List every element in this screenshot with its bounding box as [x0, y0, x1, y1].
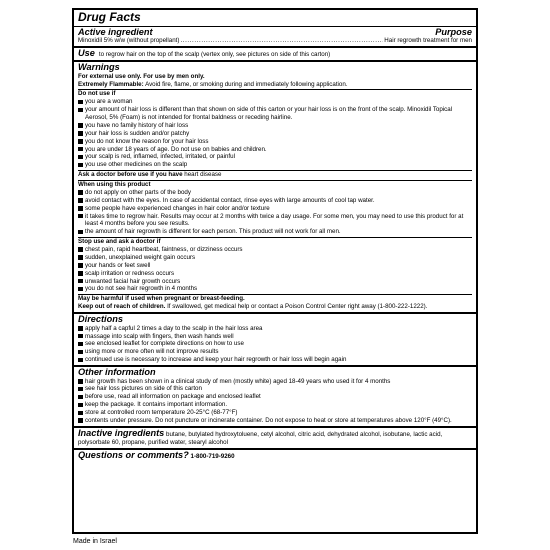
list-item: sudden, unexplained weight gain occurs [78, 254, 472, 262]
directions-heading: Directions [78, 314, 123, 325]
list-item: unwanted facial hair growth occurs [78, 278, 472, 286]
keep-out-text: If swallowed, get medical help or contact a Poison Control Center right away (1-800-222-1222). [167, 303, 428, 311]
leader-dots [180, 37, 383, 45]
flammable-label: Extremely Flammable: [78, 80, 144, 88]
list-item: you do not know the reason for your hair loss [78, 138, 472, 146]
directions-list [78, 325, 472, 364]
active-ingredient-row [78, 37, 472, 45]
list-item: the amount of hair regrowth is different for each person. This product will not work for all men. [78, 228, 472, 236]
questions-heading: Questions or comments? [78, 449, 189, 460]
list-item: using more or more often will not improve results [78, 348, 472, 356]
made-in-text: Made in Israel [73, 538, 117, 545]
list-item: see enclosed leaflet for complete directions on how to use [78, 340, 472, 348]
keep-out-label: Keep out of reach of children. [78, 303, 166, 311]
list-item: your hands or feet swell [78, 262, 472, 270]
do-not-use-heading: Do not use if [78, 90, 116, 98]
list-item: hair growth has been shown in a clinical study of men (mostly white) aged 18-49 years who used it for 4 months [78, 378, 472, 386]
list-item: some people have experienced changes in hair color and/or texture [78, 205, 472, 213]
list-item: see hair loss pictures on side of this carton [78, 385, 472, 393]
pregnancy-warning: May be harmful if used when pregnant or breast-feeding. [78, 295, 245, 303]
list-item: apply half a capful 2 times a day to the scalp in the hair loss area [78, 325, 472, 333]
active-ingredient-header [78, 27, 472, 38]
list-item: avoid contact with the eyes. In case of accidental contact, rinse eyes with large amounts of cool tap water. [78, 197, 472, 205]
list-item: scalp irritation or redness occurs [78, 270, 472, 278]
inactive-ingredients-text: butane, butylated hydroxytoluene, cetyl alcohol, citric acid, dehydrated alcohol, isobutane, lactic acid, polysorbate 60, propane, purified water, stearyl alcohol [78, 430, 443, 446]
list-item: you are a woman [78, 98, 472, 106]
when-using-list [78, 189, 472, 236]
list-item: you have no family history of hair loss [78, 122, 472, 130]
ask-doctor-text: heart disease [184, 171, 222, 179]
use-heading: Use [78, 48, 95, 59]
questions-section [78, 450, 472, 461]
stop-use-heading: Stop use and ask a doctor if [78, 238, 161, 246]
flammable-line [78, 81, 472, 89]
list-item: you do not see hair regrowth in 4 months [78, 285, 472, 293]
ask-doctor-label: Ask a doctor before use if you have [78, 171, 183, 179]
questions-phone: 1-800-719-9260 [190, 452, 235, 460]
purpose-text: Hair regrowth treatment for men [384, 37, 472, 45]
list-item: your amount of hair loss is different than that shown on side of this carton or your hair loss is on the front of the scalp. Minoxidil Topical Aerosol, 5% (Foam) is not intended for frontal baldness or receding hairline. [78, 106, 472, 122]
list-item: you use other medicines on the scalp [78, 161, 472, 169]
when-using-heading: When using this product [78, 181, 151, 189]
use-text: to regrow hair on the top of the scalp (vertex only, see pictures on side of this carton) [98, 51, 331, 59]
list-item: continued use is necessary to increase and keep your hair regrowth or hair loss will begin again [78, 356, 472, 364]
list-item: contents under pressure. Do not puncture or incinerate container. Do not expose to heat or store at temperatures above 120°F (49°C). [78, 417, 472, 425]
list-item: your hair loss is sudden and/or patchy [78, 130, 472, 138]
list-item: keep the package. It contains important information. [78, 401, 472, 409]
warnings-heading: Warnings [78, 62, 120, 73]
inactive-ingredients-section [78, 428, 472, 447]
flammable-text: Avoid fire, flame, or smoking during and immediately following application. [145, 80, 348, 88]
ask-doctor-line [78, 171, 472, 179]
list-item: before use, read all information on package and enclosed leaflet [78, 393, 472, 401]
other-info-heading: Other information [78, 367, 156, 378]
keep-out-line [78, 303, 472, 311]
do-not-use-list [78, 98, 472, 169]
external-use-text: For external use only. For use by men only. [78, 72, 205, 80]
list-item: do not apply on other parts of the body [78, 189, 472, 197]
drug-facts-panel [72, 8, 478, 534]
active-ingredient-heading: Active ingredient [78, 26, 153, 37]
drug-facts-title: Drug Facts [78, 10, 141, 24]
active-ingredient: Minoxidil 5% w/w (without propellant) [78, 37, 180, 45]
inactive-ingredients-heading: Inactive ingredients [78, 427, 165, 438]
other-info-list [78, 378, 472, 425]
list-item: store at controlled room temperature 20-25°C (68-77°F) [78, 409, 472, 417]
list-item: your scalp is red, inflamed, infected, irritated, or painful [78, 153, 472, 161]
list-item: massage into scalp with fingers, then wash hands well [78, 333, 472, 341]
list-item: it takes time to regrow hair. Results may occur at 2 months with twice a day usage. For some men, you may need to use this product for at least 4 months before you see results. [78, 213, 472, 229]
purpose-heading: Purpose [435, 26, 472, 37]
list-item: you are under 18 years of age. Do not use on babies and children. [78, 146, 472, 154]
list-item: chest pain, rapid heartbeat, faintness, or dizziness occurs [78, 246, 472, 254]
stop-use-list [78, 246, 472, 293]
use-section [78, 48, 472, 59]
